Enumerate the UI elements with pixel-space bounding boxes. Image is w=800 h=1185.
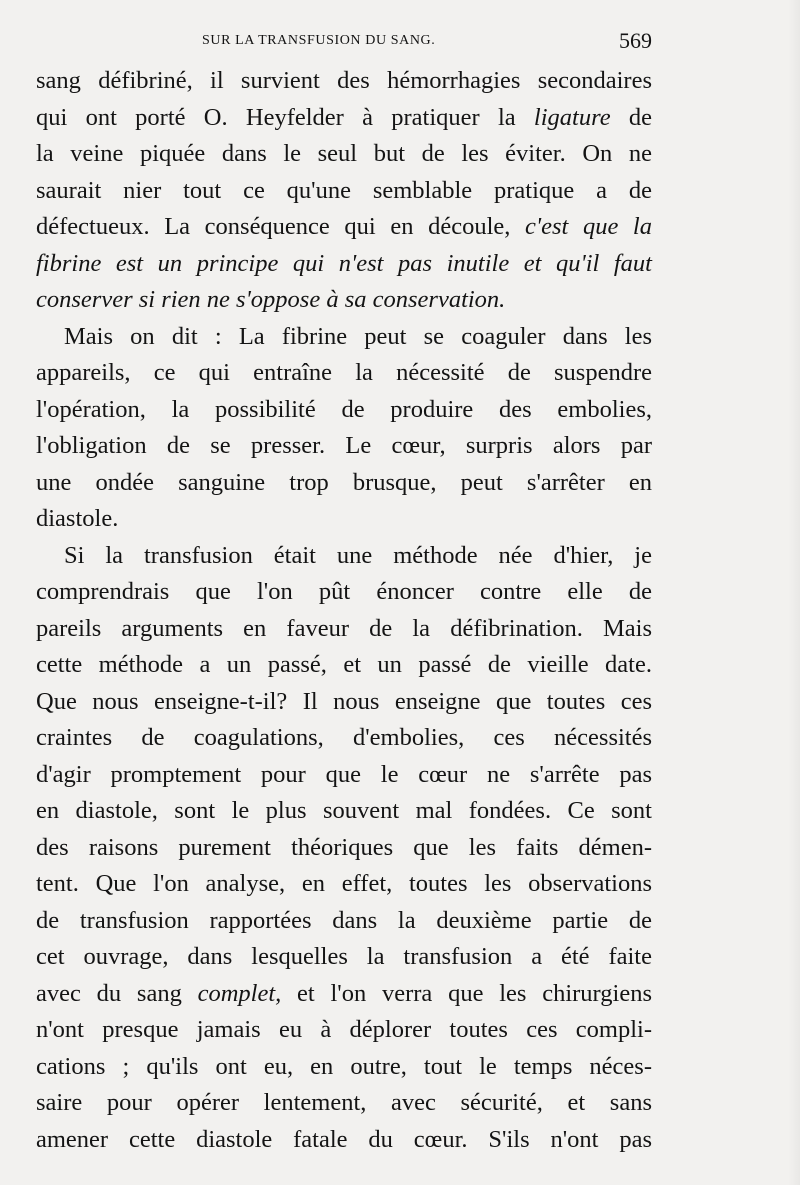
italic-text: fibrine est un principe qui n'est pas inutile et qu'il faut xyxy=(36,249,652,277)
italic-text: conserver si rien ne s'oppose à sa conservation. xyxy=(36,286,506,313)
text-line xyxy=(36,136,652,173)
text-segment: pareils arguments en faveur de la défibrination. Mais xyxy=(36,614,652,642)
text-segment: Si la transfusion était une méthode née d'hier, je xyxy=(64,541,652,569)
text-line xyxy=(36,209,652,246)
text-line xyxy=(36,392,652,429)
text-segment: cet ouvrage, dans lesquelles la transfusion a été faite xyxy=(36,943,652,970)
text-segment: n'ont presque jamais eu à déplorer toutes ces compli- xyxy=(36,1016,652,1043)
text-line xyxy=(36,501,652,538)
text-segment: de xyxy=(610,103,652,131)
text-line xyxy=(36,355,652,392)
text-segment: diastole. xyxy=(36,505,119,532)
text-segment: la veine piquée dans le seul but de les éviter. On ne xyxy=(36,140,652,167)
text-line xyxy=(36,173,652,210)
text-line xyxy=(36,647,652,684)
text-line xyxy=(36,1049,652,1086)
text-line xyxy=(36,793,652,830)
text-line xyxy=(36,100,652,137)
text-segment: des raisons purement théoriques que les faits démen- xyxy=(36,833,652,861)
text-segment: avec du sang xyxy=(36,979,198,1007)
text-line xyxy=(36,282,652,319)
page-edge-shadow xyxy=(788,0,800,1185)
running-header xyxy=(36,28,652,58)
text-segment: une ondée sanguine trop brusque, peut s'arrêter en xyxy=(36,468,652,496)
text-segment: de transfusion rapportées dans la deuxième partie de xyxy=(36,906,652,934)
text-line xyxy=(36,63,652,100)
text-line xyxy=(36,757,652,794)
text-line xyxy=(36,976,652,1013)
text-segment: saire pour opérer lentement, avec sécurité, et sans xyxy=(36,1089,652,1116)
text-segment: craintes de coagulations, d'embolies, ces nécessités xyxy=(36,724,652,751)
page-number: 569 xyxy=(619,28,652,53)
text-line xyxy=(36,428,652,465)
text-segment: amener cette diastole fatale du cœur. S'ils n'ont pas xyxy=(36,1125,652,1153)
text-line xyxy=(36,720,652,757)
text-segment: saurait nier tout ce qu'une semblable pratique a de xyxy=(36,176,652,204)
text-segment: et l'on verra que les chirurgiens xyxy=(281,979,652,1007)
text-line xyxy=(36,684,652,721)
italic-text: c'est que la xyxy=(525,213,652,240)
text-line xyxy=(36,1122,652,1159)
text-segment: l'opération, la possibilité de produire des embolies, xyxy=(36,395,652,423)
text-line xyxy=(36,903,652,940)
italic-text: complet, xyxy=(197,979,282,1007)
text-segment: comprendrais que l'on pût énoncer contre elle de xyxy=(36,578,652,605)
text-segment: appareils, ce qui entraîne la nécessité de suspendre xyxy=(36,359,652,386)
text-segment: Mais on dit : La fibrine peut se coaguler dans les xyxy=(64,322,652,350)
text-line xyxy=(36,246,652,283)
text-line xyxy=(36,574,652,611)
text-line xyxy=(36,465,652,502)
text-segment: l'obligation de se presser. Le cœur, surpris alors par xyxy=(36,432,652,459)
text-segment: en diastole, sont le plus souvent mal fondées. Ce sont xyxy=(36,797,652,824)
text-segment: sang défibriné, il survient des hémorrhagies secondaires xyxy=(36,67,652,94)
body-text xyxy=(36,63,652,1158)
text-segment: d'agir promptement pour que le cœur ne s'arrête pas xyxy=(36,760,652,788)
text-line xyxy=(36,538,652,575)
text-line xyxy=(36,939,652,976)
text-segment: cette méthode a un passé, et un passé de vieille date. xyxy=(36,651,652,678)
text-segment: qui ont porté O. Heyfelder à pratiquer la xyxy=(36,103,534,131)
text-segment: Que nous enseigne-t-il? Il nous enseigne que toutes ces xyxy=(36,687,652,715)
running-title: SUR LA TRANSFUSION DU SANG. xyxy=(202,33,436,48)
text-segment: cations ; qu'ils ont eu, en outre, tout le temps néces- xyxy=(36,1052,652,1080)
text-line xyxy=(36,1085,652,1122)
text-line xyxy=(36,1012,652,1049)
text-segment: tent. Que l'on analyse, en effet, toutes les observations xyxy=(36,870,652,897)
text-line xyxy=(36,830,652,867)
italic-text: ligature xyxy=(533,103,611,131)
text-line xyxy=(36,611,652,648)
text-line xyxy=(36,319,652,356)
text-line xyxy=(36,866,652,903)
text-segment: défectueux. La conséquence qui en découle, xyxy=(36,213,525,240)
